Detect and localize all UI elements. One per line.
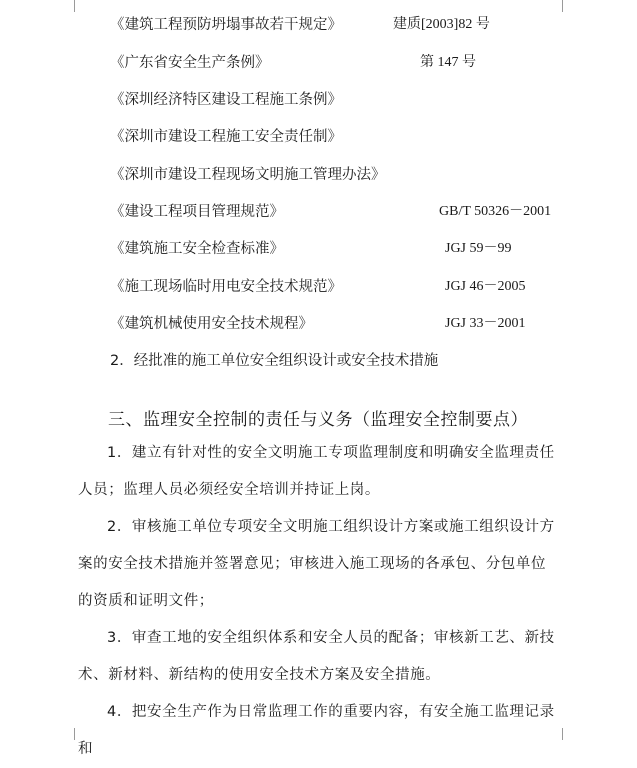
paragraph: 3．审查工地的安全组织体系和安全人员的配备；审核新工艺、新技术、新材料、新结构的使用安全技术方案及安全措施。 — [78, 630, 555, 683]
regulation-name: 《深圳市建设工程施工安全责任制》 — [110, 129, 342, 145]
regulation-row — [110, 13, 580, 35]
regulation-name: 《广东省安全生产条例》 — [110, 55, 270, 71]
regulation-code: JGJ 33－2001 — [445, 316, 526, 331]
regulation-row — [110, 125, 580, 147]
crop-mark — [62, 0, 75, 12]
crop-mark — [62, 728, 75, 740]
regulation-name: 《深圳市建设工程现场文明施工管理办法》 — [110, 167, 386, 183]
regulation-code: GB/T 50326－2001 — [439, 204, 552, 219]
list-item: 2．经批准的施工单位安全组织设计或安全技术措施 — [110, 353, 439, 369]
regulation-row — [110, 88, 580, 110]
paragraph: 4．把安全生产作为日常监理工作的重要内容，有安全施工监理记录和 — [78, 704, 555, 757]
regulation-name: 《施工现场临时用电安全技术规范》 — [110, 279, 342, 295]
crop-mark — [562, 728, 575, 740]
crop-mark — [562, 0, 575, 12]
regulation-row — [110, 200, 580, 222]
regulation-row — [110, 275, 580, 297]
regulation-row — [110, 163, 580, 185]
paragraph: 2．审核施工单位专项安全文明施工组织设计方案或施工组织设计方案的安全技术措施并签署意见；审核进入施工现场的各承包、分包单位的资质和证明文件； — [78, 519, 555, 609]
regulation-row — [110, 51, 580, 73]
regulation-name: 《建筑施工安全检查标准》 — [110, 241, 284, 257]
regulation-code: JGJ 46－2005 — [445, 279, 526, 294]
regulation-row — [110, 312, 580, 334]
regulation-name: 《建筑工程预防坍塌事故若干规定》 — [110, 17, 342, 33]
regulation-name: 《建设工程项目管理规范》 — [110, 204, 284, 220]
paragraph: 1．建立有针对性的安全文明施工专项监理制度和明确安全监理责任人员；监理人员必须经安全培训并持证上岗。 — [78, 445, 555, 498]
regulation-code: 建质[2003]82 号 — [393, 17, 490, 32]
regulation-row — [110, 237, 580, 259]
section-heading: 三、监理安全控制的责任与义务（监理安全控制要点） — [108, 410, 528, 430]
regulation-name: 《建筑机械使用安全技术规程》 — [110, 316, 313, 332]
regulation-code: 第 147 号 — [420, 55, 476, 70]
regulation-name: 《深圳经济特区建设工程施工条例》 — [110, 92, 342, 108]
regulation-code: JGJ 59－99 — [445, 241, 512, 256]
